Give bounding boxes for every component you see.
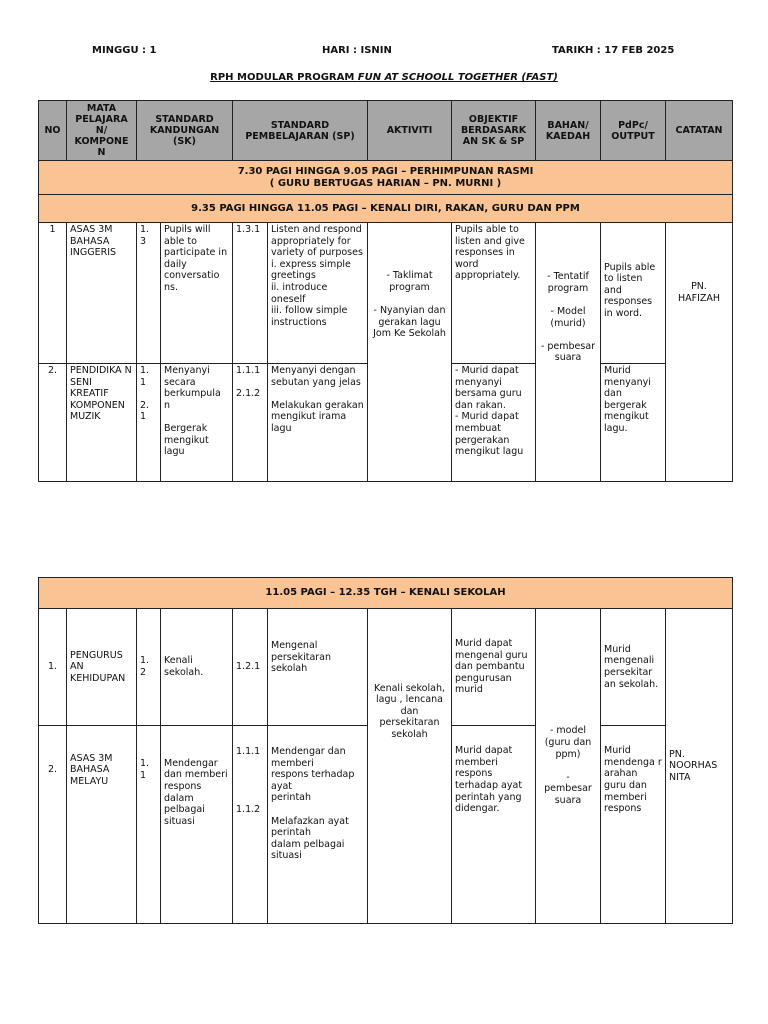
table-row bbox=[39, 609, 733, 726]
time-band-row bbox=[39, 161, 733, 195]
sp-code-cell: 1.3.1 bbox=[233, 223, 268, 364]
time-band-row bbox=[39, 195, 733, 223]
output-cell: Murid mengenali persekitar an sekolah. bbox=[601, 609, 666, 726]
week-label: MINGGU : 1 bbox=[92, 45, 157, 56]
sk-cell: Menyanyi secara berkumpula n Bergerak mengikut lagu bbox=[161, 364, 233, 482]
col-header-catatan: CATATAN bbox=[666, 101, 733, 161]
col-header-no: NO bbox=[39, 101, 67, 161]
sk-code-cell: 1. 2 bbox=[137, 609, 161, 726]
row-number: 1. bbox=[39, 609, 67, 726]
sp-cell: Mengenal persekitaran sekolah bbox=[268, 609, 368, 726]
subject-cell: PENDIDIKA N SENI KREATIF KOMPONEN MUZIK bbox=[67, 364, 137, 482]
objektif-cell: Murid dapat mengenal guru dan pembantu pengurusan murid bbox=[452, 609, 536, 726]
page-title bbox=[0, 72, 768, 83]
sk-cell: Pupils will able to participate in daily conversatio ns. bbox=[161, 223, 233, 364]
row-number: 1 bbox=[39, 223, 67, 364]
col-header-objektif: OBJEKTIF BERDASARK AN SK & SP bbox=[452, 101, 536, 161]
time-band-assembly: 7.30 PAGI HINGGA 9.05 PAGI – PERHIMPUNAN RASMI ( GURU BERTUGAS HARIAN – PN. MURNI ) bbox=[39, 161, 733, 195]
subject-cell: ASAS 3M BAHASA MELAYU bbox=[67, 726, 137, 924]
bahan-cell: - model (guru dan ppm) - pembesar suara bbox=[536, 609, 601, 924]
day-label: HARI : ISNIN bbox=[322, 45, 392, 56]
objektif-cell: Murid dapat memberi respons terhadap ayat perintah yang didengar. bbox=[452, 726, 536, 924]
subject-cell: PENGURUS AN KEHIDUPAN bbox=[67, 609, 137, 726]
col-header-output: PdPc/ OUTPUT bbox=[601, 101, 666, 161]
sk-code-cell: 1. 3 bbox=[137, 223, 161, 364]
sp-code-cell: 1.1.1 1.1.2 bbox=[233, 726, 268, 924]
catatan-cell: PN. HAFIZAH bbox=[666, 223, 733, 482]
row-number: 2. bbox=[39, 364, 67, 482]
date-label: TARIKH : 17 FEB 2025 bbox=[552, 45, 675, 56]
time-band-session-1: 9.35 PAGI HINGGA 11.05 PAGI – KENALI DIRI, RAKAN, GURU DAN PPM bbox=[39, 195, 733, 223]
catatan-cell: PN. NOORHAS NITA bbox=[666, 609, 733, 924]
aktiviti-cell: - Taklimat program - Nyanyian dan gerakan lagu Jom Ke Sekolah bbox=[368, 223, 452, 482]
output-cell: Pupils able to listen and responses in word. bbox=[601, 223, 666, 364]
row-number: 2. bbox=[39, 726, 67, 924]
sp-cell: Menyanyi dengan sebutan yang jelas Melakukan gerakan mengikut irama lagu bbox=[268, 364, 368, 482]
sk-cell: Mendengar dan memberi respons dalam pelbagai situasi bbox=[161, 726, 233, 924]
bahan-cell: - Tentatif program - Model (murid) - pembesar suara bbox=[536, 223, 601, 482]
time-band-session-2: 11.05 PAGI – 12.35 TGH – KENALI SEKOLAH bbox=[39, 578, 733, 609]
output-cell: Murid menyanyi dan bergerak mengikut lagu. bbox=[601, 364, 666, 482]
sp-code-cell: 1.2.1 bbox=[233, 609, 268, 726]
col-header-sp: STANDARD PEMBELAJARAN (SP) bbox=[233, 101, 368, 161]
title-prefix: RPH MODULAR PROGRAM bbox=[210, 72, 358, 83]
aktiviti-cell: Kenali sekolah, lagu , lencana dan persekitaran sekolah bbox=[368, 609, 452, 924]
table-row bbox=[39, 223, 733, 364]
sk-code-cell: 1. 1 bbox=[137, 726, 161, 924]
sp-cell: Listen and respond appropriately for variety of purposes i. express simple greetings ii. introduce oneself iii. follow simple instructions bbox=[268, 223, 368, 364]
col-header-sk: STANDARD KANDUNGAN (SK) bbox=[137, 101, 233, 161]
subject-cell: ASAS 3M BAHASA INGGERIS bbox=[67, 223, 137, 364]
sp-code-cell: 1.1.1 2.1.2 bbox=[233, 364, 268, 482]
table-header-row bbox=[39, 101, 733, 161]
lesson-plan-table-midday bbox=[38, 577, 733, 924]
col-header-aktiviti: AKTIVITI bbox=[368, 101, 452, 161]
program-name: FUN AT SCHOOLL TOGETHER (FAST) bbox=[357, 72, 558, 83]
output-cell: Murid mendenga r arahan guru dan memberi respons bbox=[601, 726, 666, 924]
sk-cell: Kenali sekolah. bbox=[161, 609, 233, 726]
lesson-plan-table-morning bbox=[38, 100, 733, 482]
col-header-subject: MATA PELAJARA N/ KOMPONE N bbox=[67, 101, 137, 161]
objektif-cell: Pupils able to listen and give responses in word appropriately. bbox=[452, 223, 536, 364]
sk-code-cell: 1. 1 2. 1 bbox=[137, 364, 161, 482]
sp-cell: Mendengar dan memberi respons terhadap ayat perintah Melafazkan ayat perintah dalam pelbagai situasi bbox=[268, 726, 368, 924]
col-header-bahan: BAHAN/ KAEDAH bbox=[536, 101, 601, 161]
objektif-cell: - Murid dapat menyanyi bersama guru dan rakan. - Murid dapat membuat pergerakan mengikut lagu bbox=[452, 364, 536, 482]
time-band-row bbox=[39, 578, 733, 609]
